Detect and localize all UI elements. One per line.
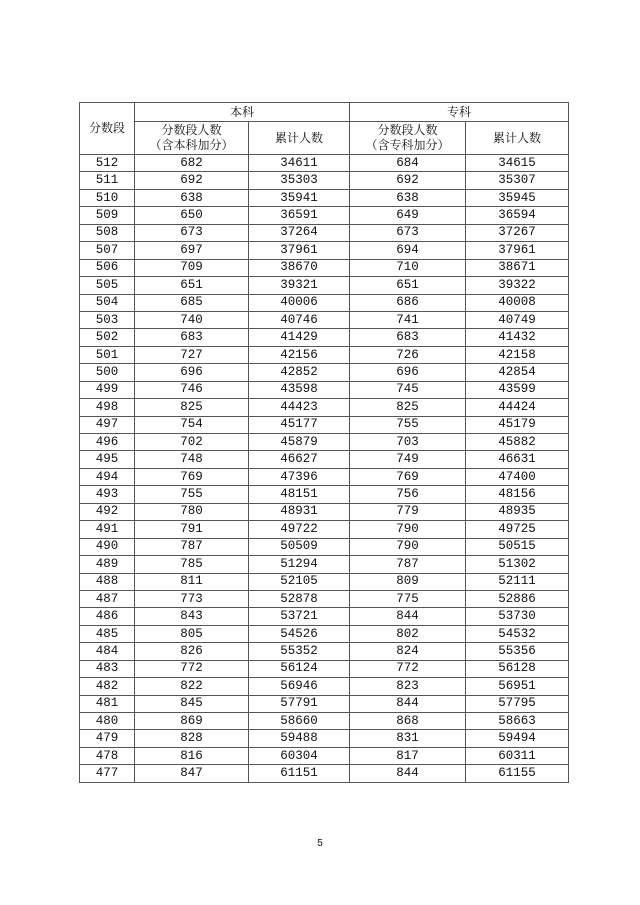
undergrad-count-cell: 822 xyxy=(135,678,249,695)
specialist-cumulative-cell: 58663 xyxy=(466,713,569,730)
specialist-count-cell: 651 xyxy=(350,277,466,294)
table-row xyxy=(80,346,569,363)
undergrad-cumulative-cell: 41429 xyxy=(249,329,350,346)
table-row xyxy=(80,713,569,730)
undergrad-cumulative-cell: 48151 xyxy=(249,486,350,503)
undergrad-count-cell: 638 xyxy=(135,189,249,206)
specialist-cumulative-cell: 42158 xyxy=(466,346,569,363)
undergrad-count-cell: 651 xyxy=(135,277,249,294)
undergrad-cumulative-cell: 44423 xyxy=(249,399,350,416)
table-row xyxy=(80,695,569,712)
specialist-cumulative-cell: 56128 xyxy=(466,660,569,677)
header-specialist: 专科 xyxy=(350,103,569,122)
specialist-count-cell: 749 xyxy=(350,451,466,468)
specialist-cumulative-cell: 49725 xyxy=(466,521,569,538)
score-cell: 481 xyxy=(80,695,135,712)
header-specialist-cumulative: 累计人数 xyxy=(466,122,569,155)
specialist-cumulative-cell: 42854 xyxy=(466,364,569,381)
specialist-cumulative-cell: 34615 xyxy=(466,155,569,172)
specialist-cumulative-cell: 36594 xyxy=(466,207,569,224)
table-row xyxy=(80,625,569,642)
table-row xyxy=(80,311,569,328)
undergrad-cumulative-cell: 56124 xyxy=(249,660,350,677)
undergrad-count-cell: 650 xyxy=(135,207,249,224)
score-cell: 487 xyxy=(80,590,135,607)
specialist-count-cell: 694 xyxy=(350,242,466,259)
score-cell: 491 xyxy=(80,521,135,538)
undergrad-count-cell: 740 xyxy=(135,311,249,328)
score-cell: 493 xyxy=(80,486,135,503)
undergrad-cumulative-cell: 47396 xyxy=(249,468,350,485)
undergrad-count-cell: 683 xyxy=(135,329,249,346)
undergrad-count-cell: 845 xyxy=(135,695,249,712)
score-cell: 480 xyxy=(80,713,135,730)
table-row xyxy=(80,538,569,555)
table-row xyxy=(80,364,569,381)
header-undergrad: 本科 xyxy=(135,103,350,122)
specialist-count-cell: 831 xyxy=(350,730,466,747)
specialist-count-cell: 745 xyxy=(350,381,466,398)
undergrad-count-cell: 843 xyxy=(135,608,249,625)
table-row xyxy=(80,503,569,520)
specialist-count-cell: 844 xyxy=(350,765,466,782)
undergrad-cumulative-cell: 60304 xyxy=(249,747,350,764)
header-specialist-count-line1: 分数段人数 xyxy=(377,123,438,137)
undergrad-cumulative-cell: 34611 xyxy=(249,155,350,172)
specialist-cumulative-cell: 54532 xyxy=(466,625,569,642)
specialist-cumulative-cell: 52886 xyxy=(466,590,569,607)
table-row xyxy=(80,747,569,764)
undergrad-cumulative-cell: 40006 xyxy=(249,294,350,311)
score-cell: 509 xyxy=(80,207,135,224)
specialist-count-cell: 823 xyxy=(350,678,466,695)
undergrad-cumulative-cell: 38670 xyxy=(249,259,350,276)
specialist-cumulative-cell: 50515 xyxy=(466,538,569,555)
header-specialist-count xyxy=(350,122,466,155)
specialist-cumulative-cell: 61155 xyxy=(466,765,569,782)
table-row xyxy=(80,730,569,747)
undergrad-count-cell: 847 xyxy=(135,765,249,782)
specialist-count-cell: 824 xyxy=(350,643,466,660)
specialist-cumulative-cell: 53730 xyxy=(466,608,569,625)
score-cell: 488 xyxy=(80,573,135,590)
table-row xyxy=(80,486,569,503)
table-row xyxy=(80,277,569,294)
score-distribution-table xyxy=(79,102,569,783)
score-cell: 507 xyxy=(80,242,135,259)
specialist-cumulative-cell: 57795 xyxy=(466,695,569,712)
table-row xyxy=(80,468,569,485)
specialist-cumulative-cell: 48935 xyxy=(466,503,569,520)
score-cell: 486 xyxy=(80,608,135,625)
undergrad-count-cell: 785 xyxy=(135,556,249,573)
specialist-count-cell: 825 xyxy=(350,399,466,416)
score-cell: 483 xyxy=(80,660,135,677)
table-row xyxy=(80,189,569,206)
table-row xyxy=(80,434,569,451)
undergrad-cumulative-cell: 61151 xyxy=(249,765,350,782)
score-cell: 501 xyxy=(80,346,135,363)
specialist-cumulative-cell: 47400 xyxy=(466,468,569,485)
score-cell: 495 xyxy=(80,451,135,468)
undergrad-count-cell: 697 xyxy=(135,242,249,259)
score-cell: 505 xyxy=(80,277,135,294)
specialist-cumulative-cell: 59494 xyxy=(466,730,569,747)
undergrad-count-cell: 692 xyxy=(135,172,249,189)
undergrad-cumulative-cell: 35941 xyxy=(249,189,350,206)
specialist-count-cell: 769 xyxy=(350,468,466,485)
specialist-cumulative-cell: 56951 xyxy=(466,678,569,695)
specialist-count-cell: 868 xyxy=(350,713,466,730)
specialist-count-cell: 844 xyxy=(350,608,466,625)
score-cell: 482 xyxy=(80,678,135,695)
table-row xyxy=(80,590,569,607)
score-cell: 504 xyxy=(80,294,135,311)
specialist-cumulative-cell: 51302 xyxy=(466,556,569,573)
score-cell: 499 xyxy=(80,381,135,398)
undergrad-cumulative-cell: 43598 xyxy=(249,381,350,398)
specialist-cumulative-cell: 40749 xyxy=(466,311,569,328)
table-row xyxy=(80,224,569,241)
score-cell: 498 xyxy=(80,399,135,416)
undergrad-cumulative-cell: 45879 xyxy=(249,434,350,451)
score-cell: 479 xyxy=(80,730,135,747)
table-row xyxy=(80,329,569,346)
specialist-count-cell: 775 xyxy=(350,590,466,607)
header-row-group xyxy=(80,103,569,122)
undergrad-cumulative-cell: 36591 xyxy=(249,207,350,224)
undergrad-cumulative-cell: 51294 xyxy=(249,556,350,573)
specialist-cumulative-cell: 40008 xyxy=(466,294,569,311)
specialist-count-cell: 741 xyxy=(350,311,466,328)
undergrad-count-cell: 825 xyxy=(135,399,249,416)
specialist-count-cell: 844 xyxy=(350,695,466,712)
score-cell: 477 xyxy=(80,765,135,782)
undergrad-cumulative-cell: 42156 xyxy=(249,346,350,363)
undergrad-count-cell: 748 xyxy=(135,451,249,468)
undergrad-count-cell: 787 xyxy=(135,538,249,555)
undergrad-cumulative-cell: 37264 xyxy=(249,224,350,241)
undergrad-cumulative-cell: 53721 xyxy=(249,608,350,625)
table-row xyxy=(80,573,569,590)
score-cell: 484 xyxy=(80,643,135,660)
score-cell: 512 xyxy=(80,155,135,172)
table-row xyxy=(80,242,569,259)
specialist-count-cell: 787 xyxy=(350,556,466,573)
undergrad-cumulative-cell: 42852 xyxy=(249,364,350,381)
undergrad-cumulative-cell: 57791 xyxy=(249,695,350,712)
undergrad-count-cell: 828 xyxy=(135,730,249,747)
specialist-count-cell: 802 xyxy=(350,625,466,642)
table-row xyxy=(80,294,569,311)
specialist-count-cell: 710 xyxy=(350,259,466,276)
table-body xyxy=(80,155,569,783)
undergrad-cumulative-cell: 46627 xyxy=(249,451,350,468)
table-row xyxy=(80,399,569,416)
specialist-cumulative-cell: 43599 xyxy=(466,381,569,398)
score-cell: 508 xyxy=(80,224,135,241)
undergrad-cumulative-cell: 58660 xyxy=(249,713,350,730)
specialist-count-cell: 790 xyxy=(350,538,466,555)
table-row xyxy=(80,381,569,398)
header-score-segment: 分数段 xyxy=(80,103,135,155)
undergrad-count-cell: 780 xyxy=(135,503,249,520)
specialist-cumulative-cell: 48156 xyxy=(466,486,569,503)
undergrad-count-cell: 769 xyxy=(135,468,249,485)
undergrad-cumulative-cell: 54526 xyxy=(249,625,350,642)
specialist-count-cell: 696 xyxy=(350,364,466,381)
header-row-sub xyxy=(80,122,569,155)
table-row xyxy=(80,172,569,189)
specialist-count-cell: 683 xyxy=(350,329,466,346)
score-cell: 502 xyxy=(80,329,135,346)
page-number: 5 xyxy=(317,838,323,849)
undergrad-count-cell: 709 xyxy=(135,259,249,276)
specialist-count-cell: 790 xyxy=(350,521,466,538)
undergrad-count-cell: 826 xyxy=(135,643,249,660)
header-undergrad-cumulative: 累计人数 xyxy=(249,122,350,155)
score-cell: 503 xyxy=(80,311,135,328)
undergrad-cumulative-cell: 59488 xyxy=(249,730,350,747)
table-row xyxy=(80,556,569,573)
specialist-cumulative-cell: 45882 xyxy=(466,434,569,451)
specialist-cumulative-cell: 39322 xyxy=(466,277,569,294)
undergrad-cumulative-cell: 40746 xyxy=(249,311,350,328)
undergrad-count-cell: 673 xyxy=(135,224,249,241)
undergrad-count-cell: 702 xyxy=(135,434,249,451)
specialist-cumulative-cell: 44424 xyxy=(466,399,569,416)
specialist-count-cell: 649 xyxy=(350,207,466,224)
specialist-cumulative-cell: 52111 xyxy=(466,573,569,590)
score-cell: 510 xyxy=(80,189,135,206)
score-cell: 490 xyxy=(80,538,135,555)
specialist-cumulative-cell: 35307 xyxy=(466,172,569,189)
table-row xyxy=(80,643,569,660)
specialist-cumulative-cell: 37267 xyxy=(466,224,569,241)
undergrad-count-cell: 727 xyxy=(135,346,249,363)
specialist-count-cell: 692 xyxy=(350,172,466,189)
score-cell: 497 xyxy=(80,416,135,433)
score-cell: 506 xyxy=(80,259,135,276)
specialist-count-cell: 817 xyxy=(350,747,466,764)
undergrad-count-cell: 791 xyxy=(135,521,249,538)
table-row xyxy=(80,765,569,782)
header-undergrad-count-line1: 分数段人数 xyxy=(161,123,222,137)
undergrad-cumulative-cell: 50509 xyxy=(249,538,350,555)
table-row xyxy=(80,155,569,172)
undergrad-count-cell: 816 xyxy=(135,747,249,764)
undergrad-cumulative-cell: 48931 xyxy=(249,503,350,520)
undergrad-count-cell: 746 xyxy=(135,381,249,398)
specialist-cumulative-cell: 55356 xyxy=(466,643,569,660)
undergrad-count-cell: 805 xyxy=(135,625,249,642)
undergrad-cumulative-cell: 37961 xyxy=(249,242,350,259)
specialist-count-cell: 779 xyxy=(350,503,466,520)
undergrad-count-cell: 682 xyxy=(135,155,249,172)
table-row xyxy=(80,259,569,276)
undergrad-cumulative-cell: 45177 xyxy=(249,416,350,433)
specialist-count-cell: 686 xyxy=(350,294,466,311)
table-row xyxy=(80,608,569,625)
undergrad-count-cell: 755 xyxy=(135,486,249,503)
specialist-count-cell: 809 xyxy=(350,573,466,590)
undergrad-cumulative-cell: 52105 xyxy=(249,573,350,590)
table-row xyxy=(80,678,569,695)
score-cell: 496 xyxy=(80,434,135,451)
undergrad-count-cell: 773 xyxy=(135,590,249,607)
table-row xyxy=(80,451,569,468)
table-row xyxy=(80,660,569,677)
specialist-count-cell: 684 xyxy=(350,155,466,172)
score-cell: 494 xyxy=(80,468,135,485)
undergrad-cumulative-cell: 52878 xyxy=(249,590,350,607)
specialist-count-cell: 772 xyxy=(350,660,466,677)
specialist-count-cell: 726 xyxy=(350,346,466,363)
table-header xyxy=(80,103,569,155)
specialist-count-cell: 703 xyxy=(350,434,466,451)
specialist-cumulative-cell: 45179 xyxy=(466,416,569,433)
undergrad-cumulative-cell: 35303 xyxy=(249,172,350,189)
specialist-cumulative-cell: 37961 xyxy=(466,242,569,259)
specialist-cumulative-cell: 38671 xyxy=(466,259,569,276)
undergrad-count-cell: 685 xyxy=(135,294,249,311)
undergrad-count-cell: 772 xyxy=(135,660,249,677)
header-undergrad-count xyxy=(135,122,249,155)
undergrad-count-cell: 754 xyxy=(135,416,249,433)
score-cell: 485 xyxy=(80,625,135,642)
specialist-count-cell: 755 xyxy=(350,416,466,433)
header-specialist-count-line2: （含专科加分） xyxy=(365,138,450,152)
undergrad-cumulative-cell: 56946 xyxy=(249,678,350,695)
specialist-cumulative-cell: 41432 xyxy=(466,329,569,346)
score-cell: 492 xyxy=(80,503,135,520)
undergrad-cumulative-cell: 55352 xyxy=(249,643,350,660)
specialist-cumulative-cell: 46631 xyxy=(466,451,569,468)
specialist-count-cell: 756 xyxy=(350,486,466,503)
table-row xyxy=(80,207,569,224)
score-cell: 511 xyxy=(80,172,135,189)
specialist-count-cell: 673 xyxy=(350,224,466,241)
score-cell: 500 xyxy=(80,364,135,381)
undergrad-count-cell: 696 xyxy=(135,364,249,381)
header-undergrad-count-line2: （含本科加分） xyxy=(149,138,234,152)
undergrad-count-cell: 811 xyxy=(135,573,249,590)
specialist-count-cell: 638 xyxy=(350,189,466,206)
specialist-cumulative-cell: 35945 xyxy=(466,189,569,206)
table-row xyxy=(80,416,569,433)
score-cell: 489 xyxy=(80,556,135,573)
specialist-cumulative-cell: 60311 xyxy=(466,747,569,764)
undergrad-cumulative-cell: 49722 xyxy=(249,521,350,538)
undergrad-cumulative-cell: 39321 xyxy=(249,277,350,294)
table-row xyxy=(80,521,569,538)
score-cell: 478 xyxy=(80,747,135,764)
undergrad-count-cell: 869 xyxy=(135,713,249,730)
